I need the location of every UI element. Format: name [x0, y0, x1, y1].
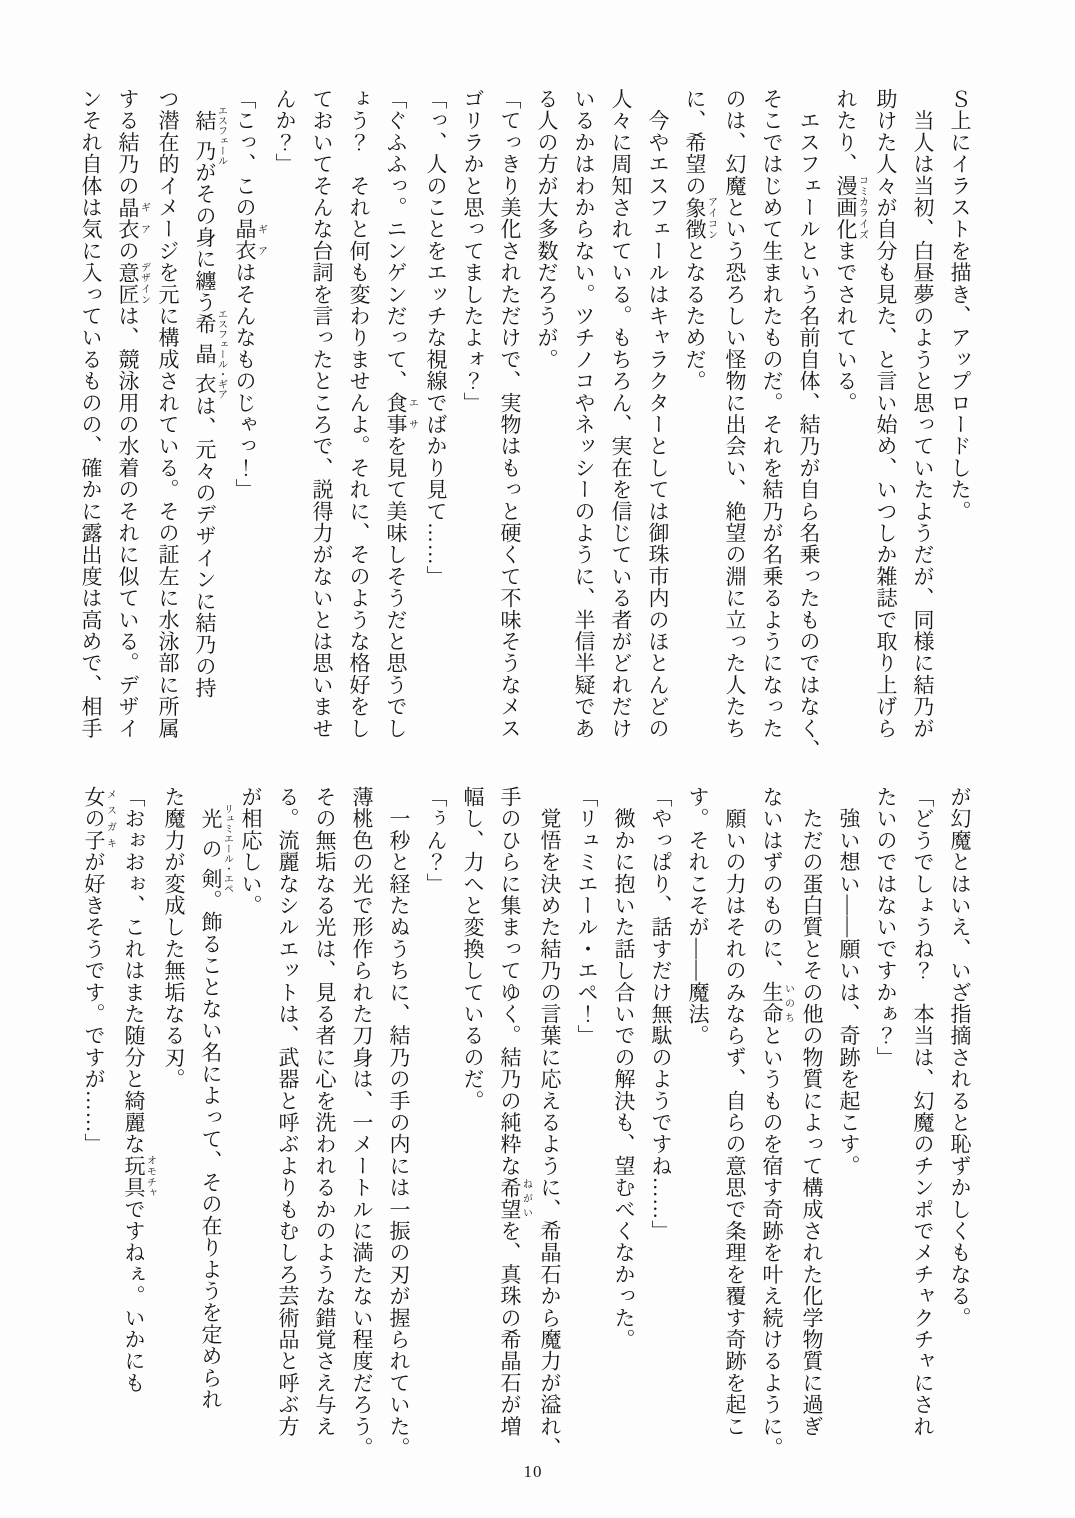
text-line: 手のひらに集まってゆく。結乃の純粋な希望ねがいを、真珠の希晶石が増: [498, 786, 532, 1438]
text-line: 「ぐふふっ。ニンゲンだって、食事エサを見て美味しそうだと思うでし: [384, 88, 418, 740]
text-line: そこではじめて生まれたものだ。それを結乃が名乗るようになった: [760, 88, 784, 739]
text-line: 強い想い――願いは、奇跡を起こす。: [837, 786, 861, 1177]
text-line: たいのではないですかぁ？」: [874, 786, 898, 1069]
text-block-bottom: [82, 786, 978, 1462]
text-line: する結乃の晶衣ギアの意匠デザインは、競泳用の水着のそれに似ている。デザイ: [116, 88, 150, 740]
text-line: 女の子メスガキが好きそうです。ですが……」: [82, 786, 116, 1155]
text-line: 微かに抱いた話し合いでの解決も、望むべくなかった。: [612, 786, 636, 1351]
text-line: つ潜在的イメージを元に構成されている。その証左に水泳部に所属: [156, 88, 180, 739]
text-line: 覚悟を決めた結乃の言葉に応えるように、希晶石から魔力が溢れ、: [538, 786, 562, 1459]
text-line: 「こっ、この晶衣ギアはそんなものじゃっ！」: [233, 88, 267, 501]
text-line: 光の剣リュミエール・エペ。飾ることない名によって、その在りようを定められ: [199, 803, 233, 1411]
text-line: 願いの力はそれのみならず、自らの意思で条理を覆す奇跡を起こ: [723, 786, 747, 1437]
text-line: ゴリラかと思ってましたよォ？」: [461, 88, 485, 414]
text-line: ないはずのものに、生命いのちというものを宿す奇跡を叶え続けるように。: [760, 786, 794, 1459]
text-line: に、希望の象徴アイコンとなるためだ。: [683, 88, 717, 392]
text-line: る人の方が大多数だろうが。: [535, 88, 559, 371]
text-block-top: [79, 88, 978, 764]
text-line: 「どうでしょうね？ 本当は、幻魔のチンポでメチャクチャにされ: [911, 786, 935, 1437]
text-line: エスフェールという名前自体、結乃が自ら名乗ったものではなく、: [797, 88, 821, 761]
text-line: た魔力が変成した無垢なる刃。: [162, 786, 186, 1090]
text-line: が相応しい。: [239, 786, 263, 917]
text-line: ただの蛋白質とその他の物質によって構成された化学物質に過ぎ: [800, 786, 824, 1437]
text-line: 今やエスフェールはキャラクターとしては御珠市内のほとんどの: [646, 88, 670, 739]
text-line: 薄桃色の光で形作られた刀身は、一メートルに満たない程度だろう。: [350, 786, 374, 1459]
text-line: 助けた人々が自分も見た、と言い始め、いつしか雑誌で取り上げら: [874, 88, 898, 739]
text-line: ておいてそんな台詞を言ったところで、説得力がないとは思いませ: [310, 88, 334, 739]
text-line: のは、幻魔という恐ろしい怪物に出会い、絶望の淵に立った人たち: [723, 88, 747, 739]
text-line: 「てっきり美化されただけで、実物はもっと硬くて不味そうなメス: [498, 88, 522, 739]
text-line: す。それこそが――魔法。: [686, 786, 710, 1047]
text-line: Ｓ上にイラストを描き、アップロードした。: [948, 88, 972, 522]
text-line: 結乃エスフェールがその身に纏う希晶衣エスフェール・ギアは、元々のデザインに結乃の持: [193, 105, 227, 699]
text-line: ンそれ自体は気に入っているものの、確かに露出度は高めで、相手: [79, 88, 103, 739]
text-line: いるかはわからない。ツチノコやネッシーのように、半信半疑であ: [572, 88, 596, 739]
text-line: 「おぉおぉ、これはまた随分と綺麗な玩具オモチャですねぇ。いかにも: [122, 786, 156, 1394]
page-number: 10: [523, 1462, 543, 1481]
text-line: る。流麗なシルエットは、武器と呼ぶよりもむしろ芸術品と呼ぶ方: [276, 786, 300, 1437]
text-line: ょう？ それと何も変わりませんよ。それに、そのような格好をし: [347, 88, 371, 739]
text-line: 当人は当初、白昼夢のようと思っていたようだが、同様に結乃が: [911, 88, 935, 739]
text-line: んか？」: [273, 88, 297, 175]
text-line: 一秒と経たぬうちに、結乃の手の内には一振の刃が握られていた。: [387, 786, 411, 1459]
text-line: その無垢なる光は、見る者に心を洗われるかのような錯覚さえ与え: [313, 786, 337, 1437]
text-line: 人々に周知されている。もちろん、実在を信じている者がどれだけ: [609, 88, 633, 739]
text-line: 幅し、力へと変換しているのだ。: [461, 786, 485, 1112]
text-line: 「やっぱり、話すだけ無駄のようですね……」: [649, 786, 673, 1242]
text-line: 「ぅん？」: [424, 786, 448, 895]
text-line: れたり、漫画化コミカライズまでされている。: [834, 88, 868, 414]
text-line: 「っ、人のことをエッチな視線でばかり見て……」: [424, 88, 448, 588]
text-line: 「リュミエール・エペ！」: [575, 786, 599, 1047]
text-line: が幻魔とはいえ、いざ指摘されると恥ずかしくもなる。: [948, 786, 972, 1329]
